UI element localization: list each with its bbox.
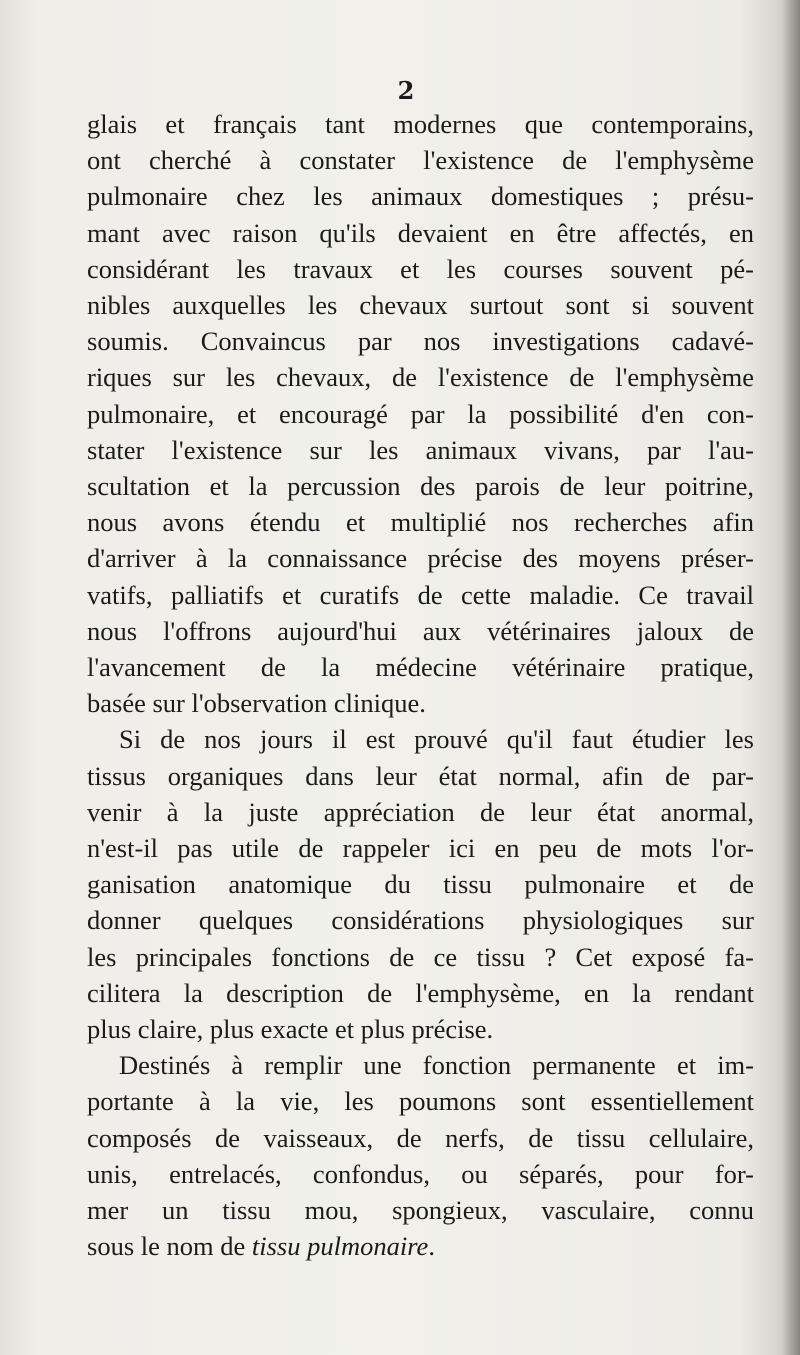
final-line-prefix: sous le nom de [87,1231,252,1262]
text-line: ganisation anatomique du tissu pulmonaire et de [87,869,754,900]
text-line: n'est-il pas utile de rappeler ici en peu de mots l'or- [87,833,754,864]
text-line: stater l'existence sur les animaux vivans, par l'au- [87,434,754,465]
text-line: scultation et la percussion des parois de leur poitrine, [87,471,754,502]
text-line: l'avancement de la médecine vétérinaire pratique, [87,652,754,683]
paragraph-3 [87,1047,754,1264]
text-line: riques sur les chevaux, de l'existence de l'emphysème [87,362,754,393]
paragraph-1 [87,106,754,721]
page-number: 2 [397,76,415,105]
text-line: glais et français tant modernes que contemporains, [87,109,754,139]
text-line: portante à la vie, les poumons sont essentiellement [87,1086,754,1117]
text-line: pulmonaire chez les animaux domestiques ; présu- [87,181,754,212]
text-line: d'arriver à la connaissance précise des moyens préser- [87,543,754,574]
text-line: mant avec raison qu'ils devaient en être affectés, en [87,217,754,248]
text-line: soumis. Convaincus par nos investigations cadavé- [87,326,754,357]
text-line-final [87,1228,754,1264]
text-line: cilitera la description de l'emphysème, en la rendant [87,977,754,1008]
text-line: pulmonaire, et encouragé par la possibilité d'en con- [87,398,754,429]
text-line: les principales fonctions de ce tissu ? Cet exposé fa- [87,941,754,972]
text-line: venir à la juste appréciation de leur état anormal, [87,796,754,827]
term-tissu-pulmonaire: tissu pulmonaire [251,1231,429,1262]
text-line: Si de nos jours il est prouvé qu'il faut étudier les [119,724,754,755]
text-line: tissus organiques dans leur état normal, afin de par- [87,760,754,791]
final-line-suffix: . [428,1231,435,1262]
text-line: donner quelques considérations physiologiques sur [87,905,754,936]
text-line: mer un tissu mou, spongieux, vasculaire, connu [87,1195,754,1226]
text-line: considérant les travaux et les courses souvent pé- [87,253,754,284]
text-line: unis, entrelacés, confondus, ou séparés, pour for- [87,1158,754,1189]
text-line: Destinés à remplir une fonction permanente et im- [119,1050,754,1081]
text-line: nous l'offrons aujourd'hui aux vétérinaires jaloux de [87,615,754,646]
text-line: composés de vaisseaux, de nerfs, de tissu cellulaire, [87,1122,754,1153]
text-line: basée sur l'observation clinique. [87,688,426,719]
text-line: nibles auxquelles les chevaux surtout sont si souvent [87,290,754,321]
text-line: ont cherché à constater l'existence de l'emphysème [87,145,754,176]
body-text [87,106,754,1265]
text-line: nous avons étendu et multiplié nos recherches afin [87,507,754,538]
page-edge-shadow [782,0,800,1355]
text-line: plus claire, plus exacte et plus précise. [87,1014,494,1045]
text-line: vatifs, palliatifs et curatifs de cette maladie. Ce travail [87,579,754,610]
paragraph-2 [87,721,754,1047]
